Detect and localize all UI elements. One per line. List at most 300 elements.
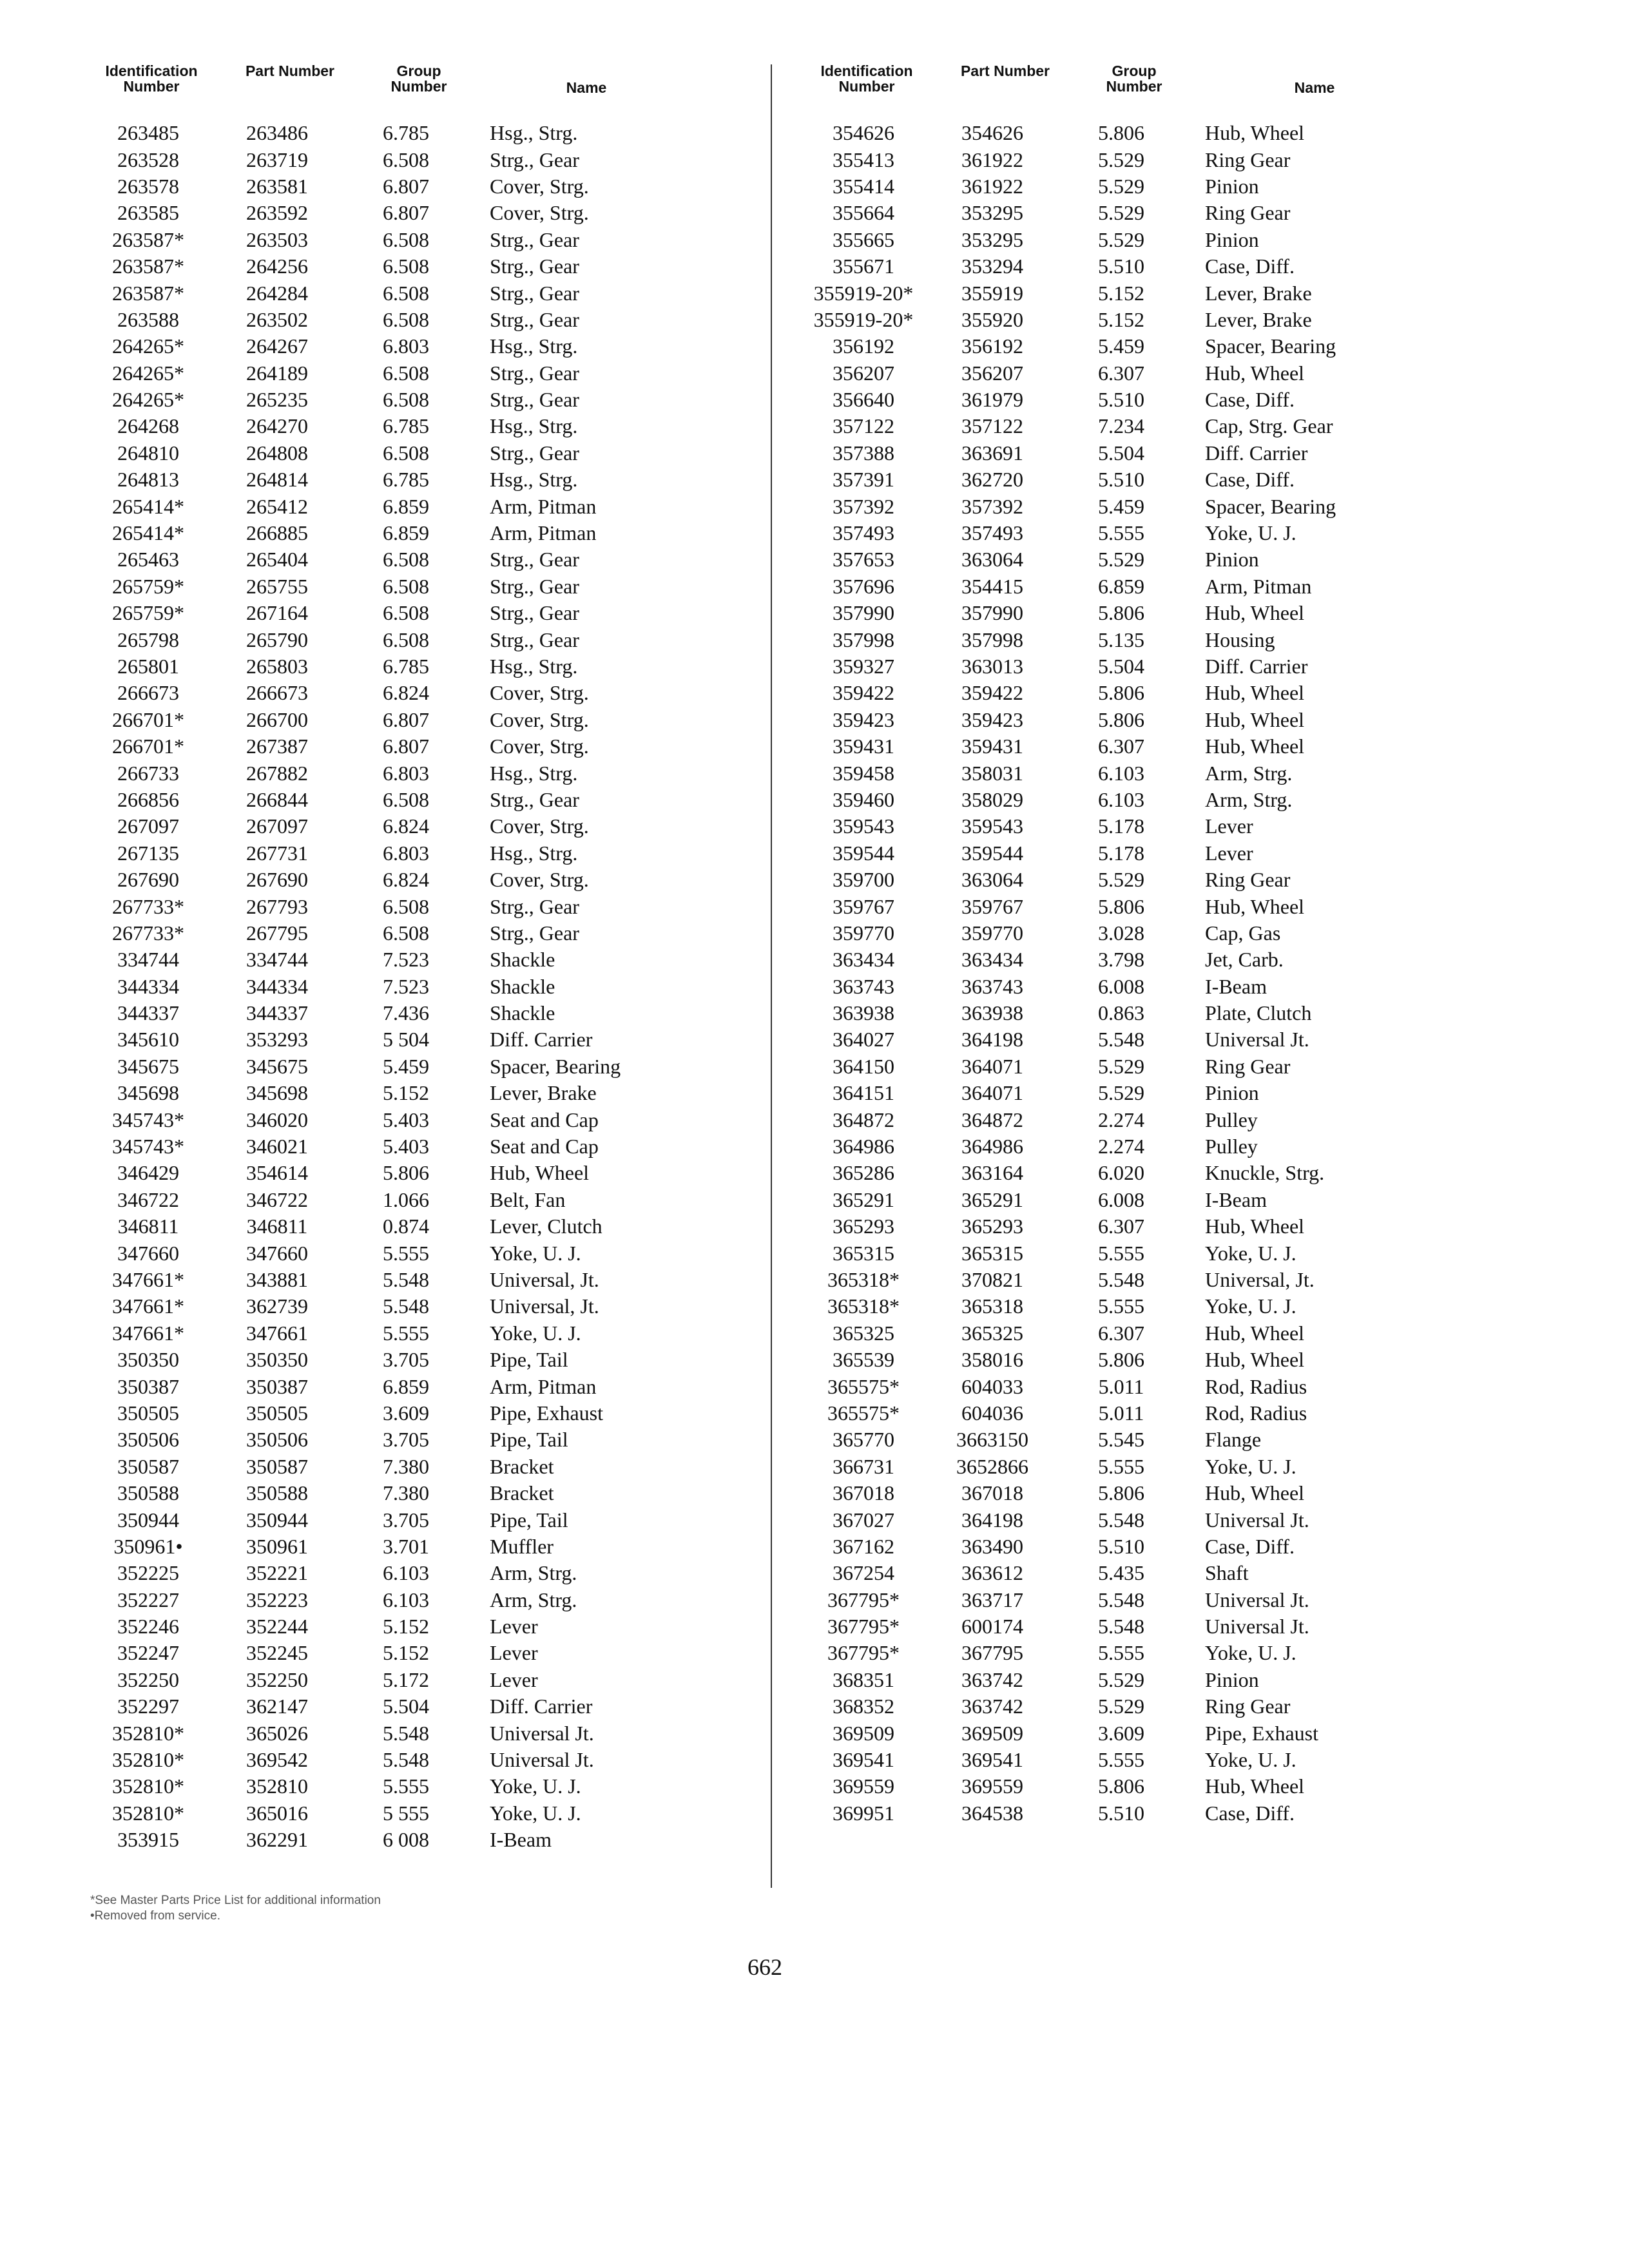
cell-group-number: 5.510 (1098, 388, 1144, 412)
cell-group-number: 5.152 (1098, 307, 1144, 331)
cell-group-number: 5.011 (1098, 1401, 1144, 1425)
cell-group-number: 3.609 (383, 1401, 429, 1425)
cell-identification-number: 334744 (117, 948, 179, 972)
cell-group-number: 5.806 (1098, 1774, 1144, 1798)
cell-name: Pinion (1205, 174, 1259, 198)
cell-group-number: 6.807 (383, 174, 429, 198)
table-row (84, 227, 754, 253)
cell-identification-number: 264813 (117, 468, 179, 492)
cell-group-number: 3.609 (1098, 1721, 1144, 1745)
table-row (84, 1747, 754, 1773)
cell-part-number: 265412 (246, 494, 308, 518)
cell-name: Bracket (490, 1454, 554, 1478)
cell-part-number: 343881 (246, 1267, 308, 1291)
column-divider (771, 64, 772, 1888)
cell-part-number: 347661 (246, 1321, 308, 1345)
cell-name: Strg., Gear (490, 227, 579, 251)
cell-name: Hub, Wheel (1205, 707, 1305, 731)
cell-identification-number: 364151 (833, 1081, 894, 1105)
cell-name: Lever, Brake (490, 1081, 597, 1105)
cell-group-number: 6.508 (383, 361, 429, 385)
table-row (84, 1480, 754, 1506)
cell-group-number: 5 555 (383, 1801, 429, 1825)
cell-name: Bracket (490, 1481, 554, 1505)
cell-group-number: 6.824 (383, 681, 429, 705)
cell-name: Hub, Wheel (1205, 361, 1305, 385)
table-row (84, 333, 754, 360)
cell-identification-number: 367795* (827, 1615, 900, 1639)
cell-name: Hub, Wheel (1205, 1321, 1305, 1345)
cell-group-number: 6.508 (383, 255, 429, 278)
cell-name: Hub, Wheel (1205, 1215, 1305, 1238)
cell-identification-number: 354626 (833, 121, 894, 145)
cell-part-number: 267097 (246, 814, 308, 838)
cell-part-number: 345698 (246, 1081, 308, 1105)
cell-name: Pinion (1205, 1081, 1259, 1105)
cell-part-number: 354626 (961, 121, 1023, 145)
right-parts-rows (799, 120, 1482, 1827)
cell-part-number: 359767 (961, 894, 1023, 918)
table-row (84, 1187, 754, 1213)
cell-part-number: 362739 (246, 1294, 308, 1318)
cell-part-number: 367018 (961, 1481, 1023, 1505)
table-row (84, 1640, 754, 1666)
cell-group-number: 6.103 (1098, 761, 1144, 785)
cell-group-number: 5.529 (1098, 548, 1144, 572)
cell-part-number: 363938 (961, 1001, 1023, 1025)
cell-identification-number: 355671 (833, 255, 894, 278)
table-row (799, 1080, 1482, 1106)
cell-part-number: 266700 (246, 707, 308, 731)
cell-part-number: 357122 (961, 414, 1023, 438)
table-row (84, 1320, 754, 1347)
cell-part-number: 346722 (246, 1187, 308, 1211)
cell-group-number: 5.529 (1098, 227, 1144, 251)
cell-identification-number: 350944 (117, 1508, 179, 1532)
cell-part-number: 267690 (246, 868, 308, 892)
cell-name: Ring Gear (1205, 1695, 1291, 1718)
cell-identification-number: 350587 (117, 1454, 179, 1478)
cell-part-number: 357990 (961, 601, 1023, 625)
cell-identification-number: 267733* (112, 894, 184, 918)
cell-name: Shaft (1205, 1561, 1249, 1585)
table-row (799, 1133, 1482, 1160)
cell-identification-number: 364986 (833, 1135, 894, 1158)
table-row (799, 653, 1482, 680)
cell-part-number: 265803 (246, 655, 308, 678)
table-row (84, 1667, 754, 1693)
cell-name: Universal Jt. (490, 1721, 594, 1745)
cell-identification-number: 365539 (833, 1348, 894, 1372)
cell-identification-number: 369559 (833, 1774, 894, 1798)
cell-part-number: 266673 (246, 681, 308, 705)
cell-part-number: 352221 (246, 1561, 308, 1585)
table-row (84, 893, 754, 919)
cell-group-number: 6.824 (383, 814, 429, 838)
cell-part-number: 265404 (246, 548, 308, 572)
table-row (84, 1400, 754, 1427)
cell-name: Cover, Strg. (490, 868, 589, 892)
table-row (84, 1827, 754, 1853)
cell-name: Strg., Gear (490, 574, 579, 598)
cell-identification-number: 367795* (827, 1641, 900, 1665)
cell-group-number: 5.135 (1098, 628, 1144, 651)
cell-part-number: 357998 (961, 628, 1023, 651)
cell-group-number: 5.510 (1098, 1534, 1144, 1558)
table-row (799, 546, 1482, 573)
table-row (84, 1693, 754, 1720)
cell-group-number: 5.555 (1098, 1294, 1144, 1318)
cell-name: Hsg., Strg. (490, 841, 578, 865)
cell-group-number: 5.504 (383, 1695, 429, 1718)
cell-group-number: 5.011 (1098, 1374, 1144, 1398)
table-row (799, 1293, 1482, 1320)
cell-group-number: 5.548 (1098, 1028, 1144, 1052)
cell-group-number: 5.403 (383, 1108, 429, 1131)
cell-group-number: 5.555 (383, 1774, 429, 1798)
table-row (84, 120, 754, 146)
cell-group-number: 5.545 (1098, 1428, 1144, 1452)
cell-group-number: 6.508 (383, 628, 429, 651)
cell-group-number: 7.380 (383, 1481, 429, 1505)
cell-name: Plate, Clutch (1205, 1001, 1312, 1025)
cell-identification-number: 367795* (827, 1588, 900, 1611)
cell-part-number: 359544 (961, 841, 1023, 865)
cell-group-number: 6.103 (383, 1588, 429, 1611)
cell-part-number: 353293 (246, 1028, 308, 1052)
table-row (799, 1106, 1482, 1133)
cell-group-number: 6.008 (1098, 974, 1144, 998)
cell-group-number: 6.508 (383, 548, 429, 572)
table-row (84, 840, 754, 867)
cell-identification-number: 357493 (833, 521, 894, 545)
cell-identification-number: 350588 (117, 1481, 179, 1505)
cell-name: Arm, Strg. (490, 1588, 577, 1611)
cell-identification-number: 356640 (833, 388, 894, 412)
table-row (84, 1267, 754, 1293)
table-row (84, 680, 754, 706)
table-row (799, 1213, 1482, 1240)
cell-group-number: 5.152 (383, 1081, 429, 1105)
cell-identification-number: 352810* (112, 1748, 184, 1772)
cell-name: Universal Jt. (1205, 1508, 1309, 1532)
cell-name: I-Beam (490, 1828, 552, 1852)
table-row (84, 413, 754, 439)
table-row (799, 1773, 1482, 1800)
cell-name: Strg., Gear (490, 441, 579, 465)
cell-identification-number: 365575* (827, 1401, 900, 1425)
table-row (799, 1613, 1482, 1640)
cell-identification-number: 359431 (833, 735, 894, 758)
cell-identification-number: 346722 (117, 1187, 179, 1211)
left-parts-column (84, 59, 754, 1853)
cell-part-number: 264270 (246, 414, 308, 438)
table-row (799, 1427, 1482, 1453)
table-row (799, 1586, 1482, 1613)
cell-part-number: 364538 (961, 1801, 1023, 1825)
cell-part-number: 365016 (246, 1801, 308, 1825)
cell-group-number: 5.172 (383, 1667, 429, 1691)
cell-group-number: 5.806 (1098, 601, 1144, 625)
cell-name: Diff. Carrier (490, 1695, 593, 1718)
cell-name: I-Beam (1205, 1187, 1267, 1211)
table-row (799, 1267, 1482, 1293)
header-group-number: Group Number (390, 62, 447, 95)
cell-name: Pinion (1205, 548, 1259, 572)
table-row (799, 146, 1482, 173)
table-row (799, 1053, 1482, 1080)
cell-part-number: 359422 (961, 681, 1023, 705)
cell-identification-number: 345743* (112, 1135, 184, 1158)
cell-part-number: 363743 (961, 974, 1023, 998)
cell-identification-number: 266701* (112, 735, 184, 758)
cell-group-number: 5.529 (1098, 201, 1144, 225)
cell-name: Knuckle, Strg. (1205, 1161, 1325, 1185)
cell-group-number: 6.103 (1098, 787, 1144, 811)
cell-identification-number: 365286 (833, 1161, 894, 1185)
cell-name: I-Beam (1205, 974, 1267, 998)
cell-part-number: 352223 (246, 1588, 308, 1611)
cell-name: Rod, Radius (1205, 1374, 1307, 1398)
table-row (84, 947, 754, 973)
table-row (84, 573, 754, 600)
cell-identification-number: 367162 (833, 1534, 894, 1558)
footnote-bullet: •Removed from service. (90, 1909, 220, 1923)
cell-identification-number: 350961• (113, 1534, 183, 1558)
table-row (84, 1613, 754, 1640)
cell-name: Spacer, Bearing (1205, 334, 1336, 358)
cell-identification-number: 352227 (117, 1588, 179, 1611)
cell-name: Strg., Gear (490, 281, 579, 305)
cell-name: Seat and Cap (490, 1108, 599, 1131)
cell-group-number: 5.529 (1098, 1054, 1144, 1078)
cell-identification-number: 265759* (112, 574, 184, 598)
cell-identification-number: 264265* (112, 361, 184, 385)
cell-name: Cover, Strg. (490, 174, 589, 198)
cell-part-number: 604033 (961, 1374, 1023, 1398)
cell-part-number: 362147 (246, 1695, 308, 1718)
cell-part-number: 363612 (961, 1561, 1023, 1585)
cell-part-number: 361922 (961, 174, 1023, 198)
cell-part-number: 265235 (246, 388, 308, 412)
table-row (84, 173, 754, 200)
cell-group-number: 6.807 (383, 201, 429, 225)
cell-group-number: 7.436 (383, 1001, 429, 1025)
cell-part-number: 263719 (246, 148, 308, 171)
cell-group-number: 5.403 (383, 1135, 429, 1158)
cell-identification-number: 347661* (112, 1294, 184, 1318)
cell-name: Hsg., Strg. (490, 334, 578, 358)
table-row (799, 1400, 1482, 1427)
cell-name: Pipe, Tail (490, 1348, 568, 1372)
cell-group-number: 6.807 (383, 707, 429, 731)
table-row (84, 733, 754, 760)
cell-name: Strg., Gear (490, 307, 579, 331)
cell-identification-number: 345675 (117, 1054, 179, 1078)
table-row (84, 200, 754, 226)
cell-part-number: 352250 (246, 1667, 308, 1691)
cell-part-number: 353294 (961, 255, 1023, 278)
table-row (84, 707, 754, 733)
cell-part-number: 363013 (961, 655, 1023, 678)
cell-name: Hub, Wheel (1205, 894, 1305, 918)
table-row (799, 280, 1482, 306)
cell-group-number: 6.859 (383, 1374, 429, 1398)
left-parts-rows (84, 120, 754, 1853)
table-row (84, 974, 754, 1000)
table-row (84, 653, 754, 680)
cell-group-number: 5.152 (383, 1641, 429, 1665)
cell-part-number: 356192 (961, 334, 1023, 358)
cell-name: Yoke, U. J. (490, 1801, 581, 1825)
cell-group-number: 6.508 (383, 601, 429, 625)
cell-identification-number: 352810* (112, 1774, 184, 1798)
cell-name: Cover, Strg. (490, 201, 589, 225)
cell-identification-number: 264268 (117, 414, 179, 438)
table-row (799, 920, 1482, 947)
cell-name: Strg., Gear (490, 548, 579, 572)
table-row (799, 1187, 1482, 1213)
cell-identification-number: 265463 (117, 548, 179, 572)
cell-identification-number: 265759* (112, 601, 184, 625)
cell-group-number: 6.859 (383, 494, 429, 518)
cell-name: Cover, Strg. (490, 681, 589, 705)
cell-group-number: 7.523 (383, 974, 429, 998)
cell-identification-number: 350350 (117, 1348, 179, 1372)
table-row (799, 466, 1482, 493)
table-row (799, 1240, 1482, 1266)
table-row (84, 867, 754, 893)
cell-group-number: 1.066 (383, 1187, 429, 1211)
table-row (799, 867, 1482, 893)
cell-part-number: 267793 (246, 894, 308, 918)
cell-identification-number: 263588 (117, 307, 179, 331)
table-row (799, 1693, 1482, 1720)
cell-part-number: 363742 (961, 1695, 1023, 1718)
cell-identification-number: 263585 (117, 201, 179, 225)
cell-part-number: 364071 (961, 1054, 1023, 1078)
cell-identification-number: 357392 (833, 494, 894, 518)
cell-identification-number: 357122 (833, 414, 894, 438)
cell-part-number: 369541 (961, 1748, 1023, 1772)
cell-part-number: 355919 (961, 281, 1023, 305)
cell-name: Strg., Gear (490, 894, 579, 918)
cell-part-number: 265755 (246, 574, 308, 598)
cell-group-number: 5.504 (1098, 441, 1144, 465)
cell-part-number: 358016 (961, 1348, 1023, 1372)
cell-identification-number: 352247 (117, 1641, 179, 1665)
cell-identification-number: 344334 (117, 974, 179, 998)
cell-identification-number: 347661* (112, 1321, 184, 1345)
cell-part-number: 346021 (246, 1135, 308, 1158)
cell-name: Yoke, U. J. (1205, 1294, 1296, 1318)
cell-name: Lever (1205, 814, 1253, 838)
cell-part-number: 346811 (246, 1215, 308, 1238)
cell-part-number: 367795 (961, 1641, 1023, 1665)
cell-group-number: 5.555 (1098, 521, 1144, 545)
cell-name: Strg., Gear (490, 148, 579, 171)
cell-part-number: 354614 (246, 1161, 308, 1185)
cell-group-number: 5.806 (1098, 894, 1144, 918)
cell-identification-number: 359700 (833, 868, 894, 892)
cell-group-number: 3.705 (383, 1508, 429, 1532)
cell-group-number: 6.785 (383, 655, 429, 678)
table-row (799, 307, 1482, 333)
cell-name: Spacer, Bearing (1205, 494, 1336, 518)
cell-name: Cap, Gas (1205, 921, 1281, 945)
cell-identification-number: 367254 (833, 1561, 894, 1585)
table-row (799, 680, 1482, 706)
cell-name: Housing (1205, 628, 1275, 651)
cell-group-number: 5.806 (1098, 1348, 1144, 1372)
cell-name: Arm, Strg. (1205, 787, 1293, 811)
cell-part-number: 356207 (961, 361, 1023, 385)
cell-group-number: 3.705 (383, 1428, 429, 1452)
cell-part-number: 263502 (246, 307, 308, 331)
cell-group-number: 6.508 (383, 227, 429, 251)
cell-name: Arm, Strg. (490, 1561, 577, 1585)
table-row (84, 1533, 754, 1560)
cell-identification-number: 344337 (117, 1001, 179, 1025)
cell-part-number: 265790 (246, 628, 308, 651)
cell-name: Ring Gear (1205, 1054, 1291, 1078)
cell-part-number: 358031 (961, 761, 1023, 785)
cell-identification-number: 357990 (833, 601, 894, 625)
cell-part-number: 364986 (961, 1135, 1023, 1158)
cell-part-number: 358029 (961, 787, 1023, 811)
cell-group-number: 0.863 (1098, 1001, 1144, 1025)
cell-group-number: 5.529 (1098, 148, 1144, 171)
cell-group-number: 5.529 (1098, 174, 1144, 198)
cell-group-number: 6.824 (383, 868, 429, 892)
table-row (799, 520, 1482, 546)
table-row (799, 840, 1482, 867)
cell-name: Arm, Pitman (490, 521, 597, 545)
table-row (84, 760, 754, 786)
cell-identification-number: 265414* (112, 521, 184, 545)
cell-identification-number: 359767 (833, 894, 894, 918)
cell-group-number: 5.459 (383, 1054, 429, 1078)
cell-identification-number: 352297 (117, 1695, 179, 1718)
cell-part-number: 344334 (246, 974, 308, 998)
cell-part-number: 344337 (246, 1001, 308, 1025)
cell-name: Cap, Strg. Gear (1205, 414, 1333, 438)
table-row (84, 1800, 754, 1827)
cell-identification-number: 266733 (117, 761, 179, 785)
cell-part-number: 266885 (246, 521, 308, 545)
table-row (799, 600, 1482, 626)
cell-identification-number: 265801 (117, 655, 179, 678)
cell-part-number: 363717 (961, 1588, 1023, 1611)
table-row (84, 1373, 754, 1399)
table-row (799, 947, 1482, 973)
cell-identification-number: 355413 (833, 148, 894, 171)
cell-group-number: 6.508 (383, 921, 429, 945)
cell-identification-number: 263578 (117, 174, 179, 198)
table-row (84, 1720, 754, 1746)
cell-part-number: 350588 (246, 1481, 308, 1505)
cell-name: Strg., Gear (490, 601, 579, 625)
cell-group-number: 5.510 (1098, 1801, 1144, 1825)
cell-group-number: 3.798 (1098, 948, 1144, 972)
cell-identification-number: 357696 (833, 574, 894, 598)
cell-group-number: 6.508 (383, 148, 429, 171)
cell-identification-number: 356192 (833, 334, 894, 358)
cell-name: Cover, Strg. (490, 735, 589, 758)
cell-part-number: 365291 (961, 1187, 1023, 1211)
cell-group-number: 5.548 (383, 1748, 429, 1772)
cell-group-number: 6.508 (383, 787, 429, 811)
